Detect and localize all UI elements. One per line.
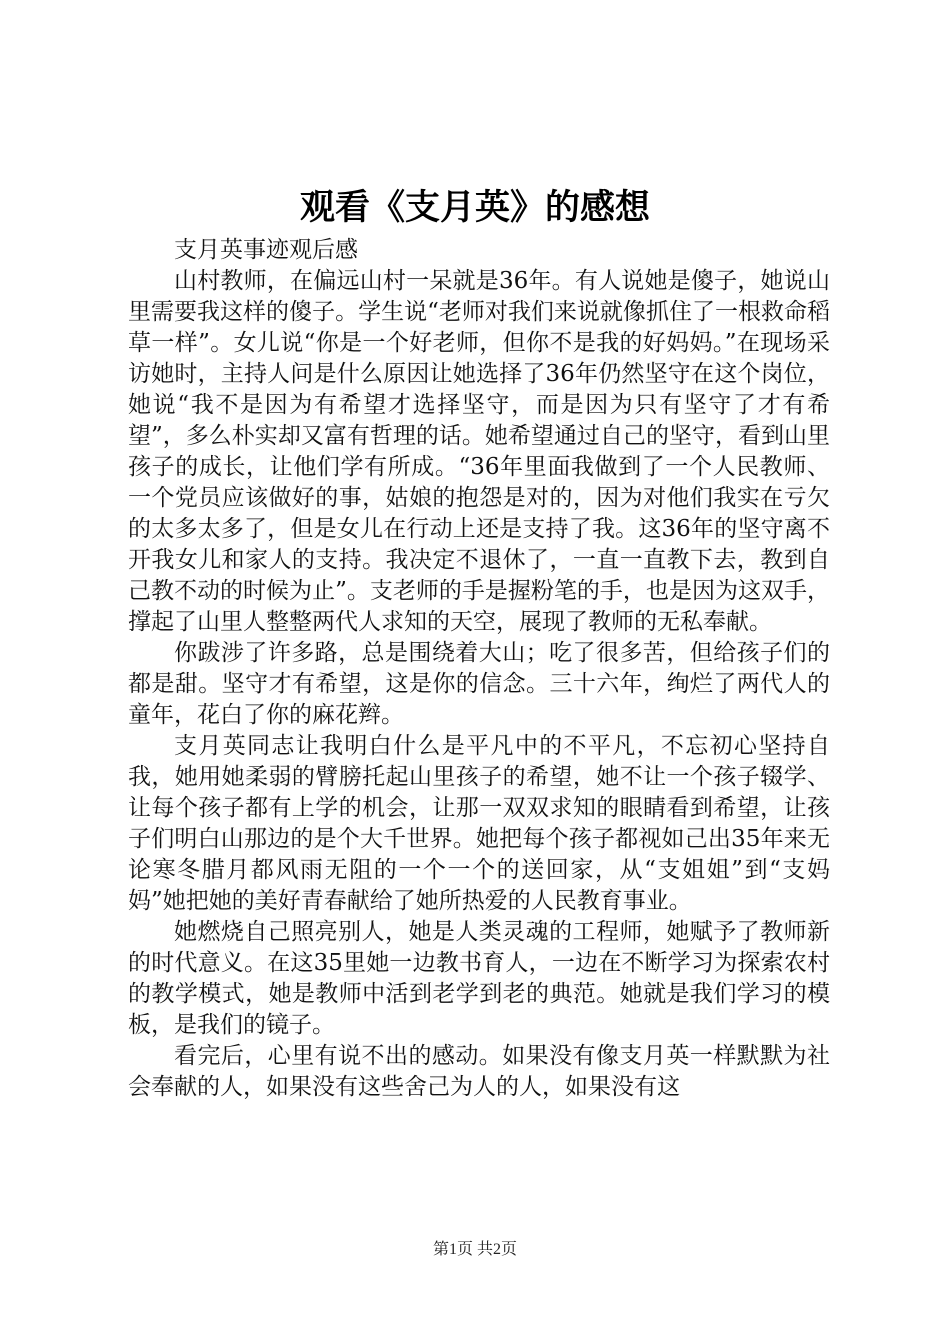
page-footer: 第1页 共2页 xyxy=(432,1241,517,1258)
paragraph: 她燃烧自己照亮别人，她是人类灵魂的工程师，她赋予了教师新的时代意义。在这35里她一边教书育人，一边在不断学习为探索农村的教学模式，她是教师中活到老学到老的典范。她就是我们学习的模板，是我们的镜子。 xyxy=(128,919,830,1038)
paragraph: 你跋涉了许多路，总是围绕着大山；吃了很多苦，但给孩子们的都是甜。坚守才有希望，这是你的信念。三十六年，绚烂了两代人的童年，花白了你的麻花辫。 xyxy=(128,640,830,728)
paragraph: 山村教师，在偏远山村一呆就是36年。有人说她是傻子，她说山里需要我这样的傻子。学生说“老师对我们来说就像抓住了一根救命稻草一样”。女儿说“你是一个好老师，但你不是我的好妈妈。”在现场采访她时，主持人问是什么原因让她选择了36年仍然坚守在这个岗位，她说“我不是因为有希望才选择坚守，而是因为只有坚守了才有希望”，多么朴实却又富有哲理的话。她希望通过自己的坚守，看到山里孩子的成长，让他们学有所成。“36年里面我做到了一个人民教师、一个党员应该做好的事，姑娘的抱怨是对的，因为对他们我实在亏欠的太多太多了，但是女儿在行动上还是支持了我。这36年的坚守离不开我女儿和家人的支持。我决定不退休了，一直一直教下去，教到自己教不动的时候为止”。支老师的手是握粉笔的手，也是因为这双手，撑起了山里人整整两代人求知的天空，展现了教师的无私奉献。 xyxy=(128,268,830,635)
paragraph: 看完后，心里有说不出的感动。如果没有像支月英一样默默为社会奉献的人，如果没有这些舍己为人的人，如果没有这 xyxy=(128,1043,830,1100)
document-title: 观看《支月英》的感想 xyxy=(299,187,650,228)
paragraph: 支月英同志让我明白什么是平凡中的不平凡，不忘初心坚持自我，她用她柔弱的臂膀托起山里孩子的希望，她不让一个孩子辍学、让每个孩子都有上学的机会，让那一双双求知的眼睛看到希望，让孩子们明白山那边的是个大千世界。她把每个孩子都视如己出35年来无论寒冬腊月都风雨无阻的一个一个的送回家，从“支姐姐”到“支妈妈”她把她的美好青春献给了她所热爱的人民教育事业。 xyxy=(128,733,830,914)
document-body xyxy=(128,235,830,1103)
paragraph-subtitle: 支月英事迹观后感 xyxy=(174,237,358,263)
